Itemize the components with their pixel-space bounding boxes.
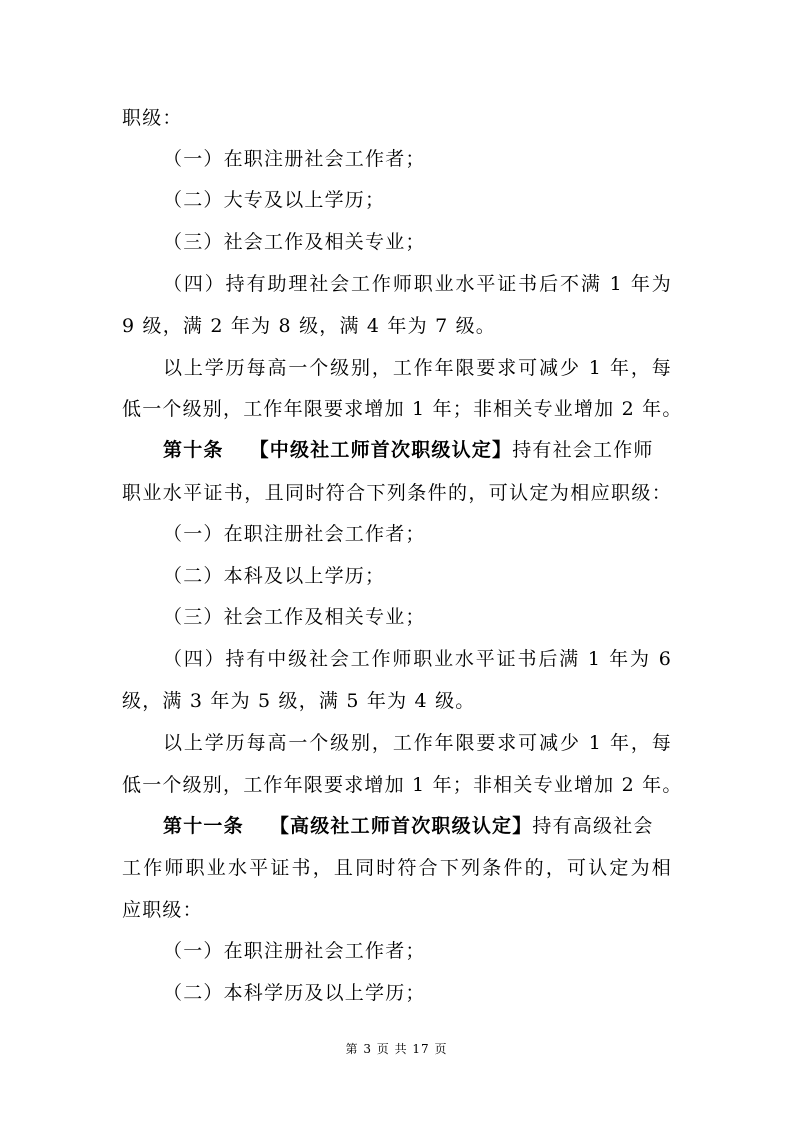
body-line: 以上学历每高一个级别，工作年限要求可减少 1 年，每 [163,732,672,754]
list-item: （一）在职注册社会工作者； [163,148,426,170]
body-line: 级，满 3 年为 5 级，满 5 年为 4 级。 [122,690,476,712]
body-line: 应职级： [122,899,203,921]
body-line: 9 级，满 2 年为 8 级，满 4 年为 7 级。 [122,315,496,337]
body-line: 职级： [122,107,183,129]
list-item: （四）持有中级社会工作师职业水平证书后满 1 年为 6 [163,648,672,670]
article-10-number: 第十条 [163,439,224,461]
page-number-footer: 第 3 页 共 17 页 [345,1042,448,1056]
body-line: 工作师职业水平证书，且同时符合下列条件的，可认定为相 [122,857,672,879]
body-text: 持有高级社会 [532,815,654,837]
article-11-number: 第十一条 [163,815,244,837]
body-text: 持有社会工作师 [512,439,654,461]
body-line: 低一个级别，工作年限要求增加 1 年；非相关专业增加 2 年。 [122,398,683,420]
list-item: （一）在职注册社会工作者； [163,523,426,545]
article-11-heading-line [163,814,672,838]
list-item: （三）社会工作及相关专业； [163,231,426,253]
list-item: （四）持有助理社会工作师职业水平证书后不满 1 年为 [163,273,672,295]
body-line: 以上学历每高一个级别，工作年限要求可减少 1 年，每 [163,357,672,379]
list-item: （二）本科及以上学历； [163,565,386,587]
list-item: （一）在职注册社会工作者； [163,940,426,962]
list-item: （二）大专及以上学历； [163,189,386,211]
article-11-title: 【高级社工师首次职级认定】 [269,815,533,837]
list-item: （三）社会工作及相关专业； [163,606,426,628]
article-10-title: 【中级社工师首次职级认定】 [249,439,513,461]
body-line: 职业水平证书，且同时符合下列条件的，可认定为相应职级： [122,482,672,504]
list-item: （二）本科学历及以上学历； [163,982,426,1004]
body-line: 低一个级别，工作年限要求增加 1 年；非相关专业增加 2 年。 [122,774,683,796]
article-10-heading-line [163,438,672,462]
